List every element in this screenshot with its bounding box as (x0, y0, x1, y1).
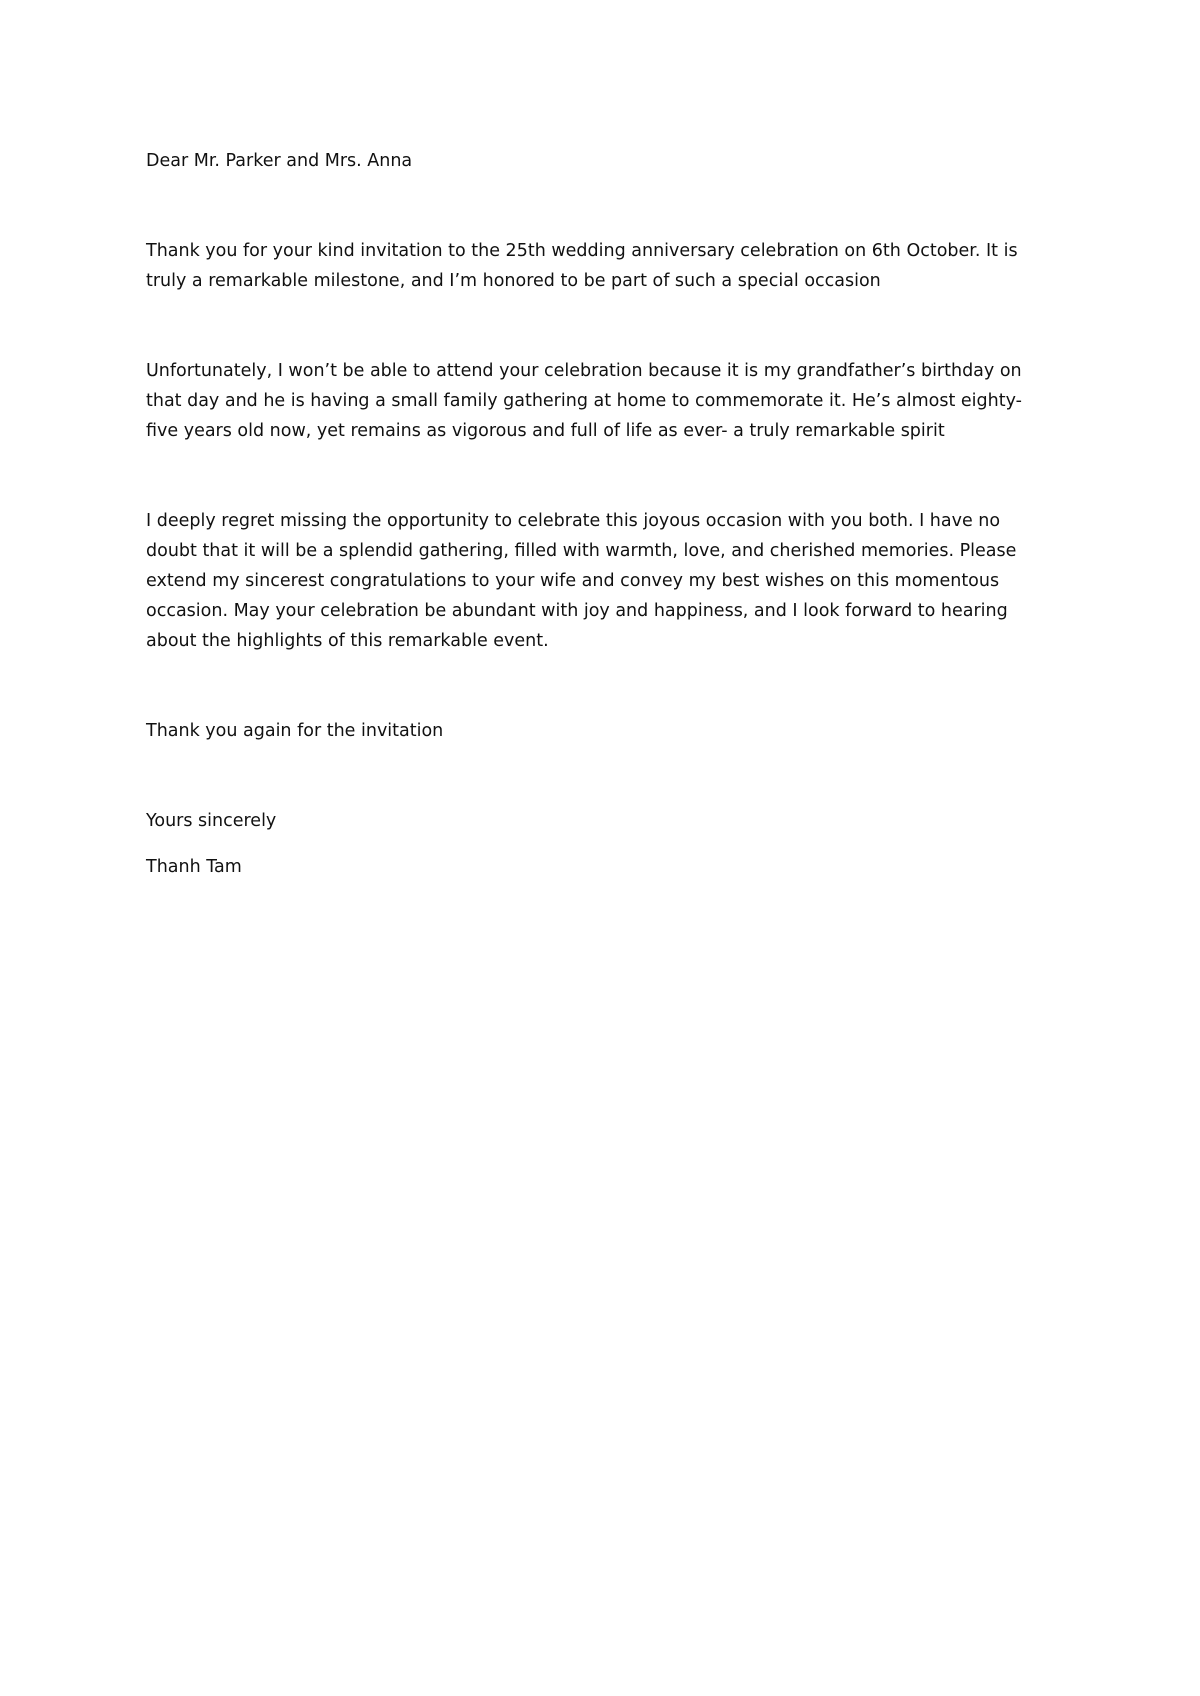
paragraph-line: truly a remarkable milestone, and I’m honored to be part of such a special occasion (146, 271, 881, 291)
salutation: Dear Mr. Parker and Mrs. Anna (146, 151, 413, 171)
paragraph-line: Thank you for your kind invitation to the 25th wedding anniversary celebration on 6th October. It is (146, 241, 1018, 261)
paragraph-line: extend my sincerest congratulations to your wife and convey my best wishes on this momentous (146, 571, 1000, 591)
signature-name: Thanh Tam (146, 857, 242, 877)
paragraph-line: five years old now, yet remains as vigorous and full of life as ever- a truly remarkable spirit (146, 421, 945, 441)
paragraph-invitation-thanks (146, 236, 1056, 296)
paragraph-regret-reason (146, 356, 1056, 446)
paragraph-line: I deeply regret missing the opportunity to celebrate this joyous occasion with you both. I have no (146, 511, 1001, 531)
paragraph-line: about the highlights of this remarkable event. (146, 631, 549, 651)
letter-body (146, 146, 1056, 882)
paragraph-line: occasion. May your celebration be abundant with joy and happiness, and I look forward to hearing (146, 601, 1008, 621)
paragraph-line: that day and he is having a small family gathering at home to commemorate it. He’s almost eighty- (146, 391, 1022, 411)
paragraph-well-wishes (146, 506, 1056, 656)
closing: Yours sincerely (146, 811, 277, 831)
paragraph-line: Unfortunately, I won’t be able to attend your celebration because it is my grandfather’s birthday on (146, 361, 1022, 381)
paragraph-line: doubt that it will be a splendid gathering, filled with warmth, love, and cherished memories. Please (146, 541, 1017, 561)
thanks-again-line: Thank you again for the invitation (146, 721, 444, 741)
